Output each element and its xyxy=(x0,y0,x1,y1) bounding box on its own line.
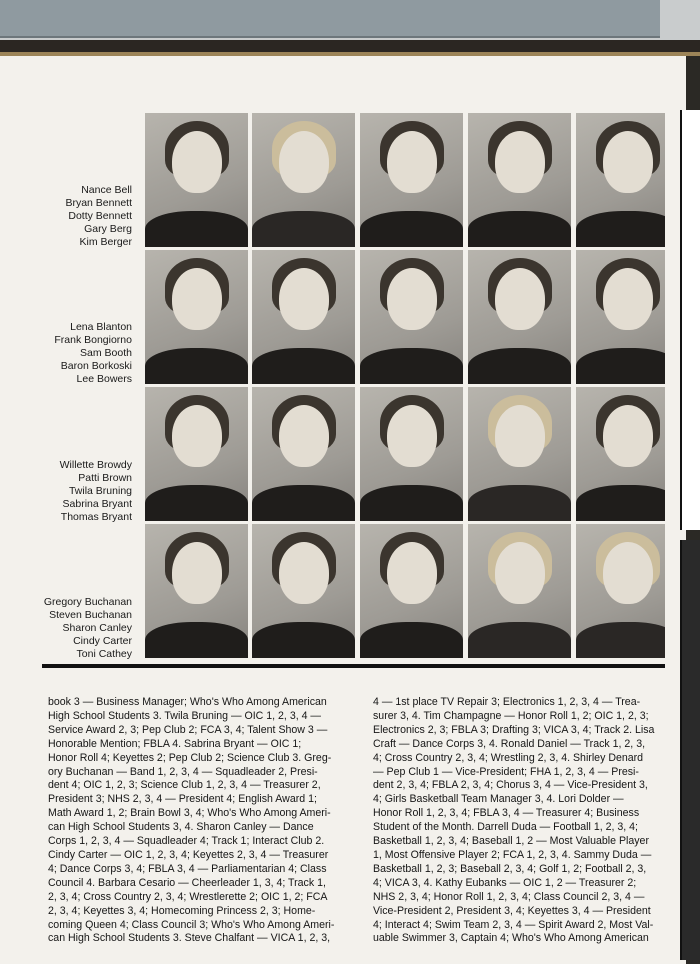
bio-line: ory Buchanan — Band 1, 2, 3, 4 — Squadleader 2, Presi- xyxy=(48,765,318,778)
bio-line: Math Award 1, 2; Brain Bowl 3, 4; Who's Who Among Ameri- xyxy=(48,807,331,820)
portrait-row xyxy=(145,250,665,384)
bio-line: surer 3, 4. Tim Champagne — Honor Roll 1, 2; OIC 1, 2, 3; xyxy=(373,709,649,722)
portrait-photo xyxy=(468,387,571,521)
bio-line: coming Queen 4; Class Council 3; Who's Who Among Ameri- xyxy=(48,918,335,931)
scanner-lid xyxy=(0,0,660,38)
portrait-row xyxy=(145,387,665,521)
bio-line: 4 — 1st place TV Repair 3; Electronics 1, 2, 3, 4 — Trea- xyxy=(373,696,641,708)
bio-line: 2, 3, 4; Cross Country 2, 3, 4; Wrestlerette 2; OIC 1, 2; FCA xyxy=(48,890,328,903)
bio-line: 4; Dance Corps 3, 4; FBLA 3, 4 — Parliamentarian 4; Class xyxy=(48,862,327,875)
student-name: Sabrina Bryant xyxy=(62,498,132,510)
portrait-photo xyxy=(360,387,463,521)
portrait-photo xyxy=(468,524,571,658)
student-name: Steven Buchanan xyxy=(49,609,132,621)
bio-line: uable Swimmer 3, Captain 4; Who's Who Among American xyxy=(373,932,649,945)
portrait-photo xyxy=(252,113,355,247)
student-name: Lena Blanton xyxy=(70,321,132,333)
student-name: Twila Bruning xyxy=(68,485,132,497)
name-list xyxy=(10,596,132,661)
student-name: Patti Brown xyxy=(78,472,132,484)
bio-line: Honor Roll 4; Keyettes 2; Pep Club 2; Science Club 3. Greg- xyxy=(48,751,332,764)
student-name: Sharon Canley xyxy=(62,622,132,634)
bio-line: Vice-President 2, President 3, 4; Keyettes 3, 4 — President xyxy=(373,904,651,917)
bio-line: can High School Students 3. Steve Chalfant — VICA 1, 2, 3, xyxy=(48,932,331,945)
student-name: Toni Cathey xyxy=(76,648,132,660)
bio-line: Basketball 1, 2, 3; Baseball 2, 3, 4; Golf 1, 2; Football 2, 3, xyxy=(373,862,647,875)
student-name: Nance Bell xyxy=(81,184,132,196)
bio-line: can High School Students 3, 4. Sharon Canley — Dance xyxy=(48,821,314,834)
student-name: Kim Berger xyxy=(79,236,132,248)
bio-line: 2, 3, 4; Keyettes 3, 4; Homecoming Princess 2, 3; Home- xyxy=(48,904,316,917)
adjacent-page-light xyxy=(680,110,700,530)
bio-line: 4; Cross Country 2, 3, 4; Wrestling 2, 3, 4. Shirley Denard xyxy=(373,751,644,764)
bio-line: dent 4; OIC 1, 2, 3; Science Club 1, 2, 3, 4 — Treasurer 2, xyxy=(48,779,321,792)
bio-line: Cindy Carter — OIC 1, 2, 3, 4; Keyettes 2, 3, 4 — Treasurer xyxy=(48,848,329,861)
portrait-photo xyxy=(468,250,571,384)
bio-line: Corps 1, 2, 3, 4 — Squadleader 4; Track 1; Interact Club 2. xyxy=(48,835,325,848)
adjacent-page-dark xyxy=(680,540,700,960)
bio-line: Honorable Mention; FBLA 4. Sabrina Bryant — OIC 1; xyxy=(48,737,302,750)
bio-line: NHS 2, 3, 4; Honor Roll 1, 2, 3, 4; Class Council 2, 3, 4 — xyxy=(373,890,645,903)
student-name: Willette Browdy xyxy=(59,459,132,471)
bio-line: High School Students 3. Twila Bruning — OIC 1, 2, 3, 4 — xyxy=(48,709,322,722)
bio-line: Council 4. Barbara Cesario — Cheerleader 1, 3, 4; Track 1, xyxy=(48,876,326,889)
name-list xyxy=(10,321,132,386)
bio-line: dent 2, 3, 4; FBLA 2, 3, 4; Chorus 3, 4 — Vice-President 3, xyxy=(373,779,648,792)
portrait-photo xyxy=(576,250,665,384)
portrait-photo xyxy=(145,387,248,521)
bio-line: 4; Interact 4; Swim Team 2, 3, 4 — Spirit Award 2, Most Val- xyxy=(373,918,654,931)
name-list xyxy=(10,184,132,249)
student-name: Gregory Buchanan xyxy=(43,596,132,608)
portrait-photo xyxy=(360,250,463,384)
student-name: Dotty Bennett xyxy=(68,210,132,222)
bio-line: Honor Roll 1, 2, 3, 4; FBLA 3, 4 — Treasurer 4; Business xyxy=(373,807,640,820)
name-list xyxy=(10,459,132,524)
portrait-row xyxy=(145,113,665,247)
bio-line: 4; Girls Basketball Team Manager 3, 4. Lori Dolder — xyxy=(373,793,624,806)
section-divider xyxy=(42,664,665,668)
student-name: Gary Berg xyxy=(84,223,132,235)
portrait-photo xyxy=(576,387,665,521)
bio-line: 1, Most Offensive Player 2; FCA 1, 2, 3, 4. Sammy Duda — xyxy=(373,848,652,861)
bio-line: President 3; NHS 2, 3, 4 — President 4; English Award 1; xyxy=(48,793,317,806)
portrait-photo xyxy=(252,387,355,521)
student-name: Sam Booth xyxy=(80,347,132,359)
portrait-row xyxy=(145,524,665,658)
portrait-photo xyxy=(576,113,665,247)
student-name: Lee Bowers xyxy=(76,373,132,385)
bio-line: Craft — Dance Corps 3, 4. Ronald Daniel — Track 1, 2, 3, xyxy=(373,737,646,750)
bio-line: Student of the Month. Darrell Duda — Football 1, 2, 3, 4; xyxy=(373,821,638,834)
portrait-photo xyxy=(360,524,463,658)
portrait-photo xyxy=(252,250,355,384)
student-name: Thomas Bryant xyxy=(60,511,132,523)
bio-column-right xyxy=(373,696,683,946)
bio-line: — Pep Club 1 — Vice-President; FHA 1, 2, 3, 4 — Presi- xyxy=(373,765,639,778)
portrait-photo xyxy=(145,113,248,247)
portrait-photo xyxy=(252,524,355,658)
student-name: Cindy Carter xyxy=(73,635,132,647)
student-name: Bryan Bennett xyxy=(65,197,132,209)
portrait-photo xyxy=(468,113,571,247)
bio-line: Basketball 1, 2, 3, 4; Baseball 1, 2 — Most Valuable Player xyxy=(373,835,649,848)
student-name: Frank Bongiorno xyxy=(54,334,132,346)
bio-line: Electronics 2, 3; FBLA 3; Drafting 3; VICA 3, 4; Track 2. Lisa xyxy=(373,723,655,736)
portrait-photo xyxy=(360,113,463,247)
bio-line: book 3 — Business Manager; Who's Who Among American xyxy=(48,696,327,708)
portrait-photo xyxy=(145,250,248,384)
bio-column-left xyxy=(48,696,346,946)
bio-line: 4; VICA 3, 4. Kathy Eubanks — OIC 1, 2 — Treasurer 2; xyxy=(373,876,637,889)
portrait-photo xyxy=(576,524,665,658)
student-name: Baron Borkoski xyxy=(60,360,132,372)
portrait-photo xyxy=(145,524,248,658)
bio-line: Service Award 2, 3; Pep Club 2; FCA 3, 4; Talent Show 3 — xyxy=(48,723,328,736)
